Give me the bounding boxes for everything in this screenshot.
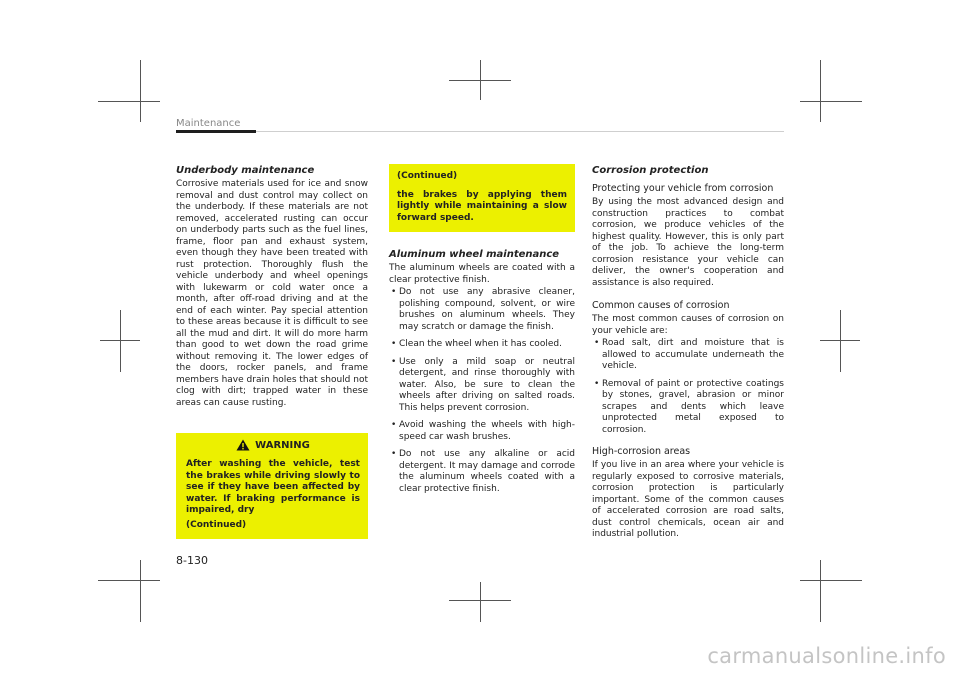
underbody-body: Corrosive materials used for ice and snow removal and dust control may collect on the underbody. If these materials are not removed, accelerated rusting can occur on underbody parts such as the fuel lines, frame, floor pan and exhaust system, even though they have been treated with rust protection. Thoroughly flush the vehicle underbody and wheel openings with lukewarm or cold water once a month, after off-road driving and at the end of each winter. Pay special attention to these areas because it is difficult to see all the mud and dirt. It will do more harm than good to wet down the road grime without removing it. The lower edges of the doors, rocker panels, and frame members have drain holes that should not clog with dirt; trapped water in these areas can cause rusting. [176,179,368,408]
column-right [592,164,784,541]
corrosion-bullets [592,338,784,436]
corrosion-title: Corrosion protection [592,165,709,176]
header-rule [256,131,784,132]
warning-box [176,433,368,539]
section-header: Maintenance [176,118,241,129]
column-left [176,164,368,539]
column-middle [389,164,575,501]
corrosion-paragraph-3: If you live in an area where your vehicle is regularly exposed to corrosive materials, corrosion protection is particularly important. Some of the common causes of accelerated corrosion are road salts, dust control chemicals, ocean air and industrial pollution. [592,460,784,539]
list-item: • Clean the wheel when it has cooled. [389,339,575,351]
corrosion-subheading-protecting: Protecting your vehicle from corrosion [592,183,774,194]
warning-continued-label: (Continued) [186,519,247,530]
list-item: • Do not use any abrasive cleaner, polishing compound, solvent, or wire brushes on aluminum wheels. They may scratch or damage the finish. [389,287,575,333]
aluminum-intro: The aluminum wheels are coated with a clear protective finish. [389,263,575,285]
list-item: • Removal of paint or protective coatings by stones, gravel, abrasion or minor scrapes and dents which leave unprotected metal exposed to corrosion. [592,379,784,437]
warning-text: After washing the vehicle, test the brakes while driving slowly to see if they have been affected by water. If braking performance is impaired, dry [186,459,360,515]
corrosion-subheading-high: High-corrosion areas [592,446,691,457]
warning-header [186,439,360,451]
corrosion-paragraph-2: The most common causes of corrosion on your vehicle are: [592,314,784,336]
warning-title: WARNING [255,439,310,451]
watermark-text: carmanualsonline.info [707,644,946,668]
header-bar [176,130,256,133]
page-number: 8-130 [176,554,208,567]
list-item: • Use only a mild soap or neutral detergent, and rinse thoroughly with water. Also, be sure to clean the wheels after driving on salted roads. This helps prevent corrosion. [389,357,575,415]
list-item: • Road salt, dirt and moisture that is allowed to accumulate underneath the vehicle. [592,338,784,373]
list-item: • Avoid washing the wheels with high-speed car wash brushes. [389,420,575,443]
warning-continued-top: (Continued) [397,171,458,181]
warning-continued-text: the brakes by applying them lightly while maintaining a slow forward speed. [397,189,567,223]
warning-triangle-icon [236,439,250,451]
list-item: • Do not use any alkaline or acid detergent. It may damage and corrode the aluminum wheels coated with a clear protective finish. [389,449,575,495]
aluminum-title: Aluminum wheel maintenance [389,249,560,260]
corrosion-paragraph-1: By using the most advanced design and construction practices to combat corrosion, we produce vehicles of the highest quality. However, this is only part of the job. To achieve the long-term corrosion resistance your vehicle can deliver, the owner's cooperation and assistance is also required. [592,197,784,288]
underbody-title: Underbody maintenance [176,165,315,176]
warning-box-continued [389,164,575,232]
corrosion-subheading-causes: Common causes of corrosion [592,300,730,311]
aluminum-bullets [389,287,575,495]
